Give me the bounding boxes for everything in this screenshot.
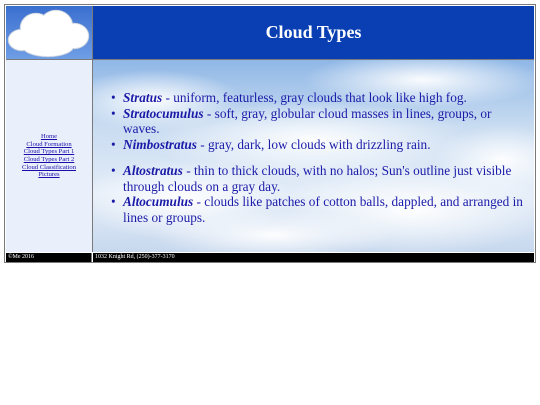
cloud-description: - thin to thick clouds, with no halos; Sun's outline just visible through clouds on a gray day.: [123, 163, 512, 194]
nav-link-cloud-types-part-1[interactable]: Cloud Types Part 1: [23, 148, 75, 156]
nav-link-cloud-formation[interactable]: Cloud Formation: [26, 140, 72, 148]
cloud-list-group-1: [111, 90, 528, 152]
list-item: [111, 163, 528, 194]
cloud-types-list: [93, 60, 534, 252]
cloud-description: - gray, dark, low clouds with drizzling rain.: [196, 136, 431, 152]
cloud-term: Altostratus: [123, 163, 183, 178]
list-item: [111, 194, 528, 225]
footer-copyright: ©Me 2016: [6, 253, 92, 262]
nav-link-home[interactable]: Home: [40, 133, 58, 141]
cloud-term: Nimbostratus: [123, 136, 197, 152]
cloud-term: Altocumulus: [123, 194, 194, 209]
footer-address: 1032 Knight Rd, (250)-377-3170: [93, 253, 534, 262]
nav-link-cloud-types-part-2[interactable]: Cloud Types Part 2: [23, 156, 75, 163]
main-content: [93, 60, 534, 252]
cloud-description: - clouds like patches of cotton balls, dappled, and arranged in lines or groups.: [123, 194, 523, 225]
nav-link-cloud-classification[interactable]: Cloud Classification: [21, 163, 77, 171]
page-header: [93, 6, 534, 60]
list-item: [111, 106, 528, 137]
cloud-term: Stratus: [123, 90, 163, 105]
page-title: Cloud Types: [265, 22, 362, 42]
list-item: [111, 90, 528, 106]
cloud-term: Stratocumulus: [123, 105, 204, 121]
page-frame: [4, 4, 536, 263]
cloud-description: - uniform, featurless, gray clouds that look like high fog.: [162, 90, 467, 105]
cloud-description: - soft, gray, globular cloud masses in lines, groups, or waves.: [123, 105, 492, 136]
list-item: [111, 137, 528, 153]
cloud-logo: [6, 6, 93, 60]
sidebar-nav: [6, 60, 93, 252]
nav-link-pictures[interactable]: Pictures: [38, 171, 60, 179]
cloud-list-group-2: [111, 163, 528, 225]
